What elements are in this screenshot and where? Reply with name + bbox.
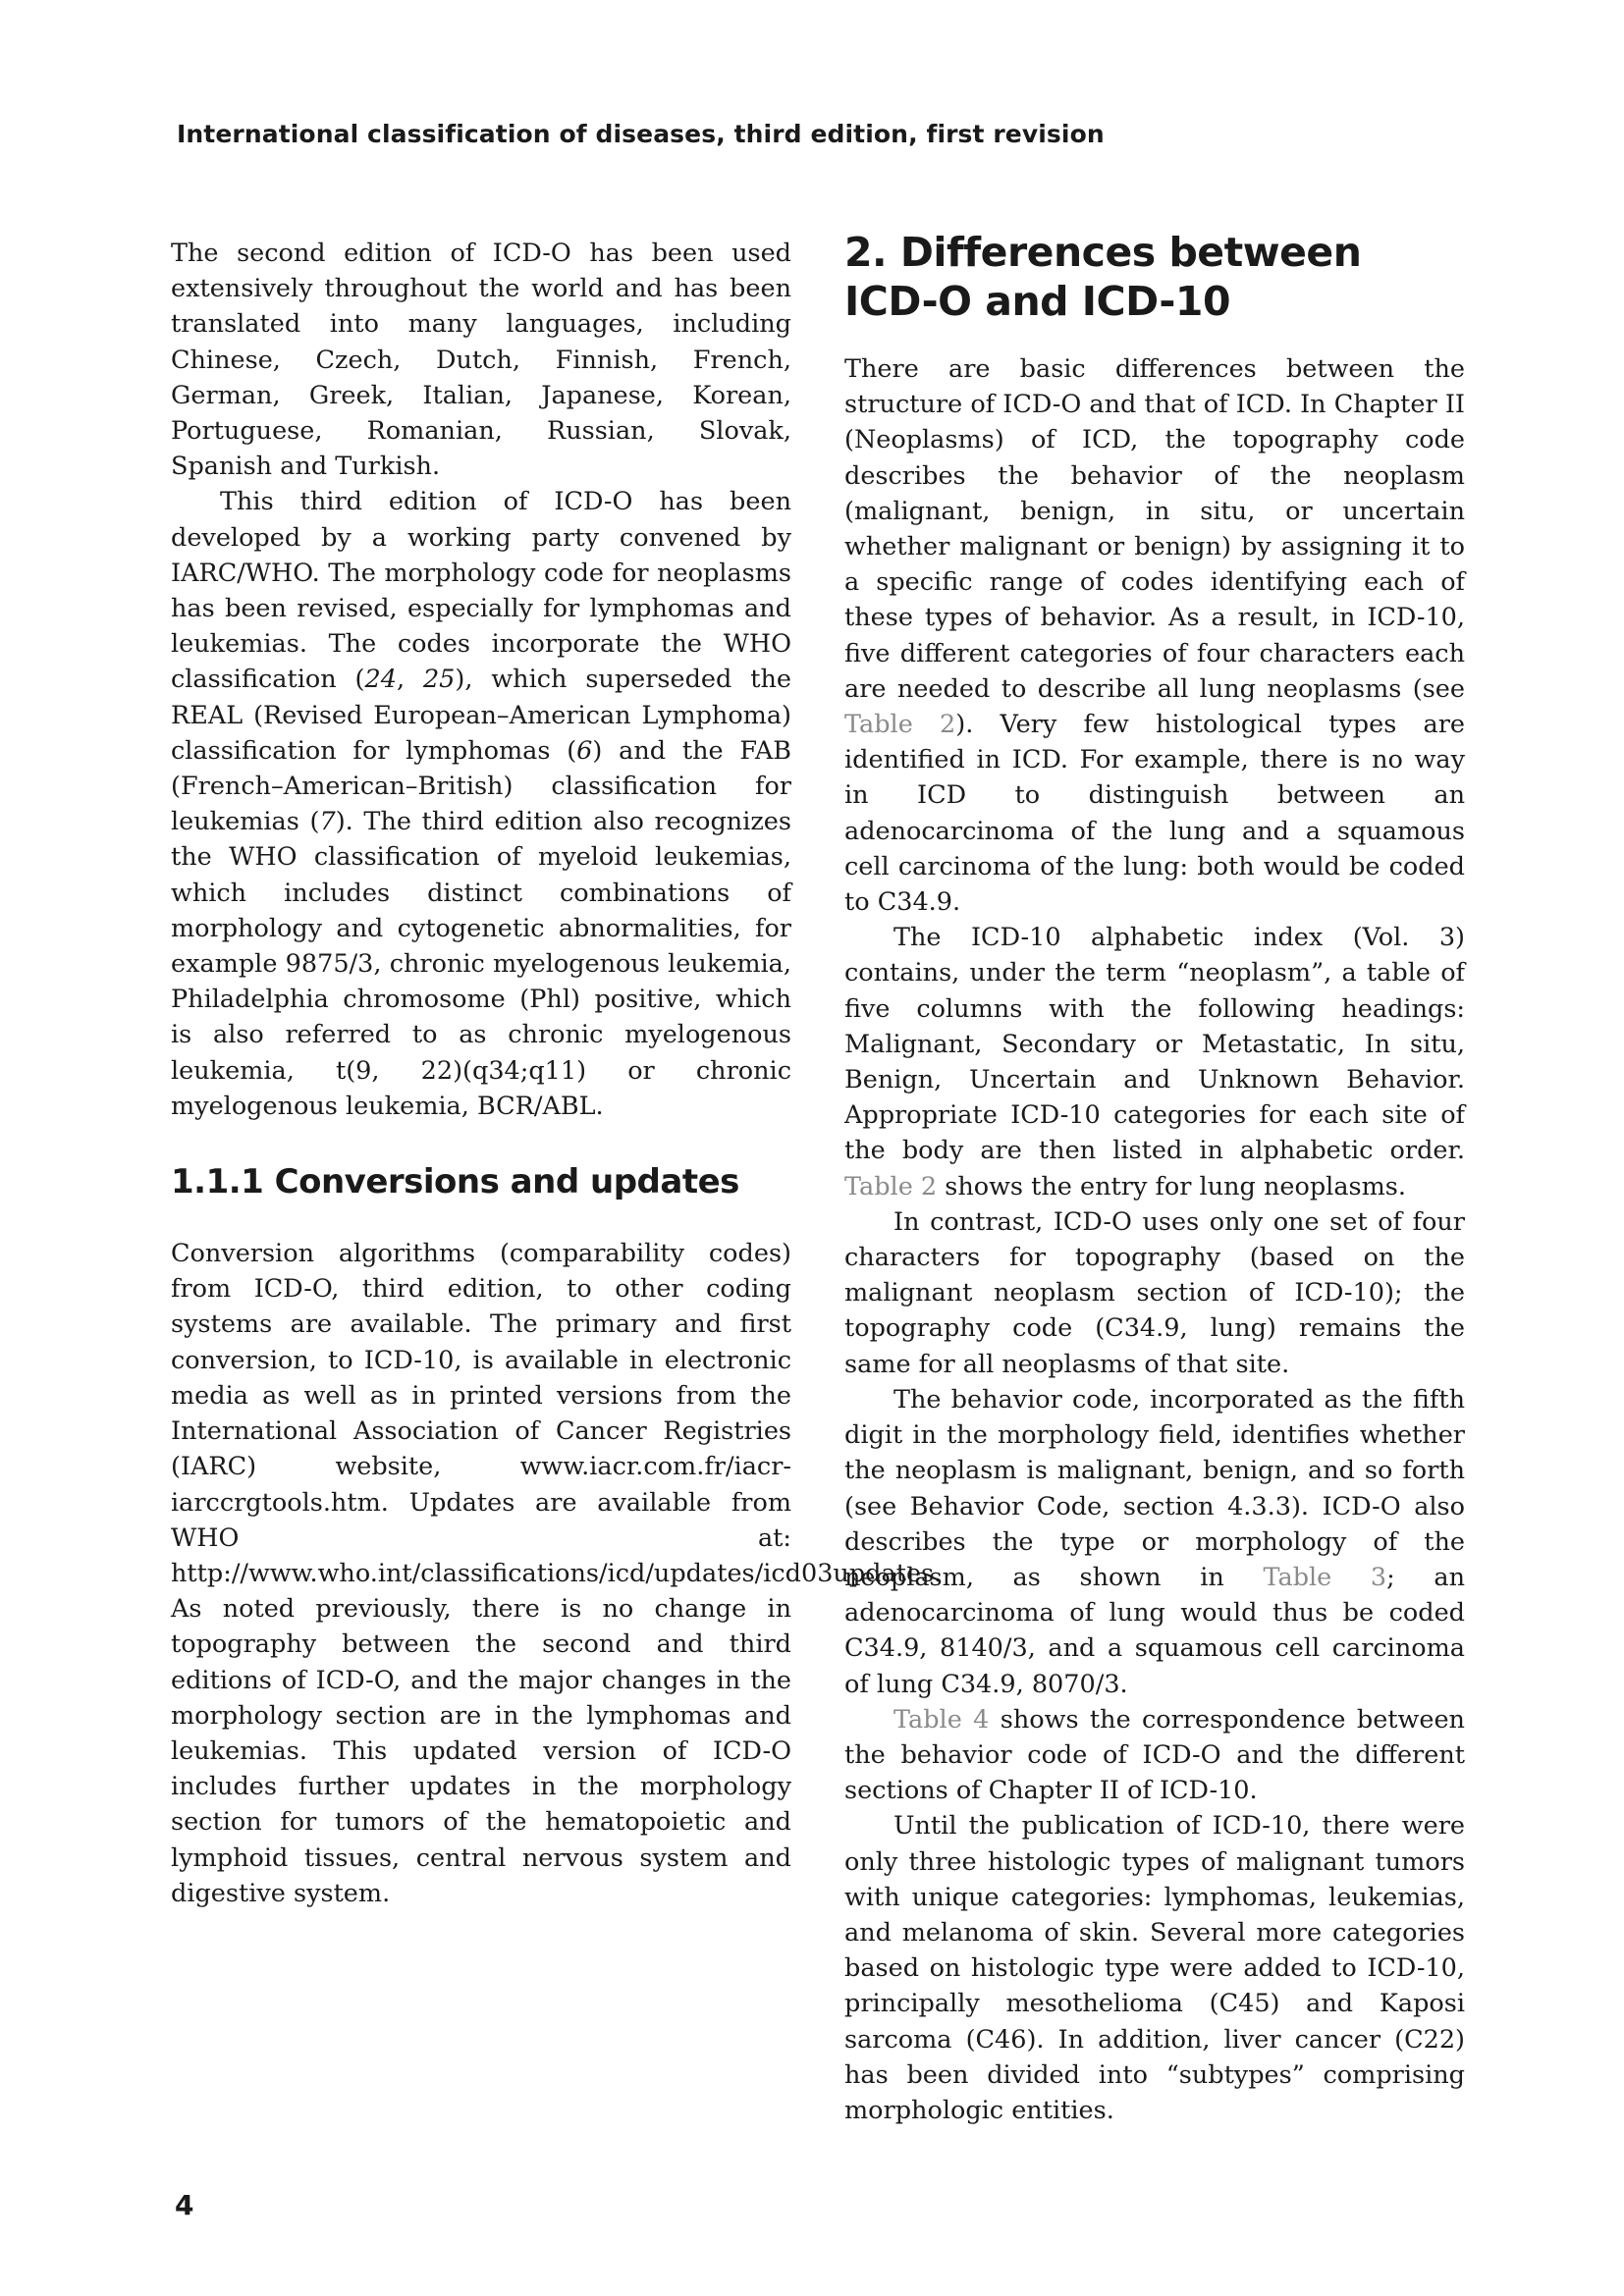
citation-ref: 7 bbox=[319, 807, 336, 837]
right-column bbox=[844, 228, 1465, 2128]
table-4-link[interactable]: Table 4 bbox=[893, 1704, 990, 1735]
behavior-code-paragraph: The behavior code, incorporated as the fifth digit in the morphology field, identifies whether the neoplasm is malignant, benign, and so forth (see Behavior Code, section 4.3.3). ICD-O also describes the type or morphology of the neoplasm, as shown in Table 3; an adenocarcinoma of lung would thus be coded C34.9, 8140/3, and a squamous cell carcinoma of lung C34.9, 8070/3. bbox=[844, 1384, 1465, 1699]
citation-ref: 6 bbox=[576, 735, 593, 766]
table-2-link[interactable]: Table 2 bbox=[844, 710, 956, 740]
page-number: 4 bbox=[175, 2189, 194, 2221]
running-header-title: International classification of diseases, third edition, first revision bbox=[177, 120, 1105, 148]
citation-ref: 25 bbox=[422, 665, 456, 695]
citation-ref: 24 bbox=[364, 665, 397, 695]
subsection-heading-conversions: 1.1.1 Conversions and updates bbox=[171, 1162, 739, 1202]
correspondence-paragraph: Table 4 shows the correspondence between the behavior code of ICD-O and the different sections of Chapter II of ICD-10. bbox=[844, 1704, 1465, 1806]
structure-paragraph: There are basic differences between the structure of ICD-O and that of ICD. In Chapter II (Neoplasms) of ICD, the topography code describes the behavior of the neoplasm (malignant, benign, in situ, or uncertain whether malignant or benign) by assigning it to a specific range of codes identifying each of these types of behavior. As a result, in ICD-10, five different categories of four characters each are needed to describe all lung neoplasms (see Table 2). Very few histological types are identified in ICD. For example, there is no way in ICD to distinguish between an adenocarcinoma of the lung and a squamous cell carcinoma of the lung: both would be coded to C34.9. bbox=[844, 354, 1465, 918]
table-3-link[interactable]: Table 3 bbox=[1263, 1562, 1387, 1592]
alphabetic-index-paragraph: The ICD-10 alphabetic index (Vol. 3) contains, under the term “neoplasm”, a table of five columns with the following headings: Malignant, Secondary or Metastatic, In situ, Benign, Uncertain and Unknown Behavior. Appropriate ICD-10 categories for each site of the body are then listed in alphabetic order. Table 2 shows the entry for lung neoplasms. bbox=[844, 923, 1465, 1201]
intro-paragraph: The second edition of ICD-O has been used extensively throughout the world and has been translated into many languages, including Chinese, Czech, Dutch, Finnish, French, German, Greek, Italian, Japanese, Korean, Portuguese, Romanian, Russian, Slovak, Spanish and Turkish. bbox=[171, 239, 791, 482]
conversions-paragraph: Conversion algorithms (comparability codes) from ICD-O, third edition, to other coding systems are available. The primary and first conversion, to ICD-10, is available in electronic media as well as in printed versions from the International Association of Cancer Registries (IARC) website, www.iacr.com.fr/iacr-iarccrgtools.htm. Updates are available from WHO at: http://www.who.int/classifications/icd/updates/icd03updates. As noted previously, there is no change in topography between the second and third editions of ICD-O, and the major changes in the morphology section are in the lymphomas and leukemias. This updated version of ICD-O includes further updates in the morphology section for tumors of the hematopoietic and lymphoid tissues, central nervous system and digestive system. bbox=[171, 1239, 943, 1908]
histologic-types-paragraph: Until the publication of ICD-10, there were only three histologic types of malignant tumors with unique categories: lymphomas, leukemias, and melanoma of skin. Several more categories based on histologic type were added to ICD-10, principally mesothelioma (C45) and Kaposi sarcoma (C46). In addition, liver cancer (C22) has been divided into “subtypes” comprising morphologic entities. bbox=[844, 1811, 1465, 2125]
topography-paragraph: In contrast, ICD-O uses only one set of four characters for topography (based on the malignant neoplasm section of ICD-10); the topography code (C34.9, lung) remains the same for all neoplasms of that site. bbox=[844, 1206, 1465, 1379]
table-2-link[interactable]: Table 2 bbox=[844, 1171, 938, 1201]
third-edition-paragraph: This third edition of ICD-O has been developed by a working party convened by IARC/WHO. The morphology code for neoplasms has been revised, especially for lymphomas and leukemias. The codes incorporate the WHO classification (24, 25), which superseded the REAL (Revised European–American Lymphoma) classification for lymphomas (6) and the FAB (French–American–British) classification for leukemias (7). The third edition also recognizes the WHO classification of myeloid leukemias, which includes distinct combinations of morphology and cytogenetic abnormalities, for example 9875/3, chronic myelogenous leukemia, Philadelphia chromosome (Phl) positive, which is also referred to as chronic myelogenous leukemia, t(9, 22)(q34;q11) or chronic myelogenous leukemia, BCR/ABL. bbox=[171, 487, 791, 1121]
section-heading-differences: 2. Differences between ICD-O and ICD-10 bbox=[844, 229, 1362, 325]
